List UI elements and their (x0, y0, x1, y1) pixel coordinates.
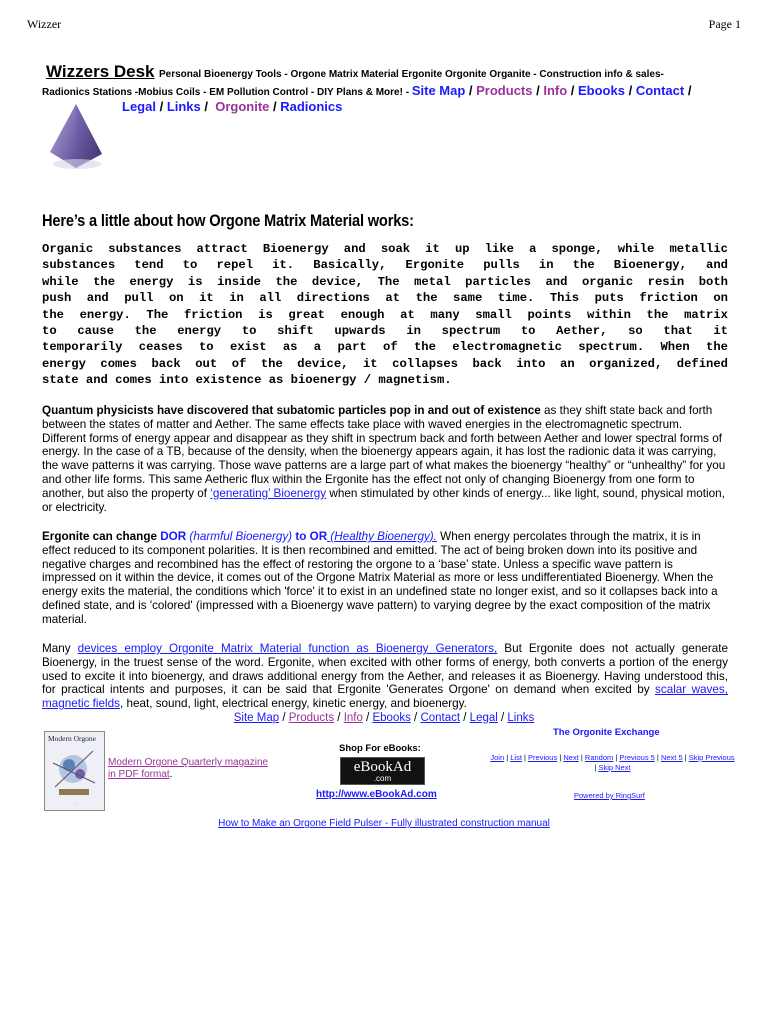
webring-join[interactable]: Join (490, 753, 505, 762)
intro-line: to cause the energy to shift upwards in spectrum to Aether, so that it (42, 324, 728, 339)
nav-links[interactable]: Links (166, 99, 201, 114)
nav-ebooks[interactable]: Ebooks (578, 83, 625, 98)
site-title: Wizzers Desk (46, 62, 155, 81)
intro-line: push and pull on it in all directions at the same time. This puts friction on (42, 291, 728, 306)
footer-info[interactable]: Info (343, 712, 363, 724)
generators-lead: Many (42, 642, 78, 655)
magazine-cover[interactable] (44, 731, 105, 811)
or-link[interactable]: OR (309, 530, 328, 543)
webring-title[interactable]: The Orgonite Exchange (553, 727, 660, 738)
article-heading: Here’s a little about how Orgone Matrix Material works: (42, 211, 414, 230)
svg-text:·: · (74, 801, 76, 806)
webring-next[interactable]: Next (563, 753, 579, 762)
generators-paragraph (42, 642, 728, 711)
webring-previous[interactable]: Previous (528, 753, 558, 762)
quantum-paragraph (42, 404, 728, 514)
orgone-pulser-link[interactable]: How to Make an Orgone Field Pulser - Fully illustrated construction manual (218, 818, 550, 829)
nav-legal[interactable]: Legal (122, 99, 156, 114)
footer-contact[interactable]: Contact (420, 712, 461, 724)
or-desc: (Healthy Bioenergy). (327, 530, 437, 543)
nav-orgonite[interactable]: Orgonite (215, 99, 270, 114)
magazine-link-block (108, 757, 278, 781)
magazine-cover-title: Modern Orgone (48, 734, 96, 743)
quantum-tail: when stimulated by other kinds of energy... like light, sound, physical motion, or electricity. (42, 486, 725, 514)
magazine-period: . (169, 769, 173, 780)
footer-nav: Site Map / Products / Info / Ebooks / Contact / Legal / Links (233, 712, 535, 724)
footer-links[interactable]: Links (507, 712, 535, 724)
page-number: Page 1 (708, 17, 741, 31)
quantum-lead: Quantum physicists have discovered that subatomic particles pop in and out of existence (42, 404, 541, 417)
ergonite-text: When energy percolates through the matrix, it is in effect reduced to its component polarities. It is then recombined and emitted. The act of being broken down into its positive and negative charges and recombined has the effect of restoring the orgone to a ‘base’ state. Unless a specific wave pattern is impressed on it within the device, it comes out of the Orgone Matrix Material as more or less undifferentiated Bioenergy. When the energy exits the material, the conditions which 'force' it to exist in an undefined state no longer exist, and so it collapses back into a defined state, and is 'colored' (impressed with a Bioenergy wave pattern) to varying degree by the exact composition of the matrix material. (42, 530, 718, 626)
ergonite-paragraph (42, 530, 728, 627)
pyramid-image (46, 102, 106, 172)
footer-legal[interactable]: Legal (469, 712, 498, 724)
nav-radionics[interactable]: Radionics (280, 99, 343, 114)
footer-products[interactable]: Products (288, 712, 335, 724)
generators-link[interactable]: devices employ Orgonite Matrix Material function as Bioenergy Generators, (77, 642, 498, 655)
site-header (44, 63, 734, 84)
intro-line: energy comes back out of the device, it collapses back into an organized, defined (42, 356, 728, 371)
site-tagline-2: Radionics Stations -Mobius Coils - EM Pollution Control - DIY Plans & More! - (42, 87, 410, 98)
ebookad-logo[interactable] (340, 757, 425, 785)
dor-link[interactable]: DOR (160, 530, 187, 543)
intro-line: substances tend to repel it. Basically, Ergonite pulls in the Bioenergy, and (42, 258, 728, 273)
bottom-link-wrap (0, 818, 768, 829)
webring-next-5[interactable]: Next 5 (660, 753, 683, 762)
site-tagline: Personal Bioenergy Tools - Orgone Matrix Material Ergonite Orgonite Organite - Construction info & sales- (158, 69, 664, 80)
site-nav-row-2: Legal / Links / Orgonite / Radionics (122, 99, 343, 114)
generators-text: But Ergonite does not actually generate Bioenergy, in the truest sense of the word. Ergonite, when excited with other forms of energy, both converts a portion of the energy used to excite it into bioenergy, and draws additional energy from the Aether, and releases it as Bioenergy. Having understood this, for practical intents and purposes, it can be said that Ergonite 'Generates Orgone' on demand when excited by (42, 642, 728, 697)
webring-list[interactable]: List (510, 753, 522, 762)
ringsurf-link[interactable]: Powered by RingSurf (574, 791, 645, 800)
webring-skip-next[interactable]: Skip Next (598, 763, 631, 772)
ergonite-lead: Ergonite can change (42, 530, 161, 543)
intro-line: Organic substances attract Bioenergy and soak it up like a sponge, while metallic (42, 242, 728, 256)
webring-random[interactable]: Random (584, 753, 614, 762)
webring-previous-5[interactable]: Previous 5 (619, 753, 655, 762)
dor-desc: (harmful Bioenergy) (186, 530, 293, 543)
nav-contact[interactable]: Contact (635, 83, 685, 98)
nav-info[interactable]: Info (543, 83, 568, 98)
intro-line: the energy. The friction is great enough at many small points within the matrix (42, 307, 728, 322)
ebookad-url-link[interactable]: http://www.eBookAd.com (316, 789, 437, 800)
webring-skip-previous[interactable]: Skip Previous (688, 753, 735, 762)
intro-paragraph (42, 241, 728, 389)
quantum-text: as they shift state back and forth between the states of matter and Aether. The same effects take place with waved energies in the electromagnetic spectrum. Different forms of energy appear and disappear as they shift in spectrum back and forth between Aether and lower spectral forms of energy. In the case of a TB, because of the density, when the bioenergy appears again, it has lost the radionic data it was carrying, the wave patterns it was carrying. Those wave patterns are a large part of what makes the bioenergy “healthy” or “unhealthy” for you and other life forms. This same Aetheric flux within the Ergonite has the effect not only of changing Bioenergy from one form to another, but also the property of (42, 404, 726, 500)
magazine-link-format[interactable]: in PDF format (108, 769, 170, 780)
intro-line: while the energy is inside the device, The metal particles and organic resin both (42, 274, 728, 289)
ebooks-label: Shop For eBooks: (339, 743, 421, 754)
ebookad-logo-sub: .com (373, 774, 392, 783)
ebookad-logo-text: eBookAd (353, 759, 412, 775)
magazine-cover-art (45, 743, 104, 809)
generators-tail: , heat, sound, light, electrical energy, kinetic energy, and bioenergy. (119, 697, 467, 711)
magazine-link[interactable]: Modern Orgone Quarterly magazine (108, 757, 269, 768)
site-nav: Radionics Stations -Mobius Coils - EM Pollution Control - DIY Plans & More! - Site Map / Products / Info / Ebooks / Contact / (42, 83, 692, 98)
to-word: to (292, 530, 310, 543)
footer-ebooks[interactable]: Ebooks (372, 712, 411, 724)
nav-site-map[interactable]: Site Map (411, 83, 466, 98)
page-header-left: Wizzer (27, 17, 62, 31)
intro-line: state and comes into existence as bioenergy / magnetism. (42, 373, 452, 388)
generating-bioenergy-link[interactable]: ‘generating’ Bioenergy (210, 486, 327, 500)
nav-products[interactable]: Products (476, 83, 533, 98)
webring-links: Join | List | Previous | Next | Random | Previous 5 | Next 5 | Skip Previous | Skip Next (490, 753, 735, 772)
footer-site-map[interactable]: Site Map (233, 712, 280, 724)
intro-line: temporarily ceases to exist as a part of the electromagnetic spectrum. When the (42, 340, 728, 355)
scalar-waves-link[interactable]: scalar waves, magnetic fields (42, 683, 728, 711)
